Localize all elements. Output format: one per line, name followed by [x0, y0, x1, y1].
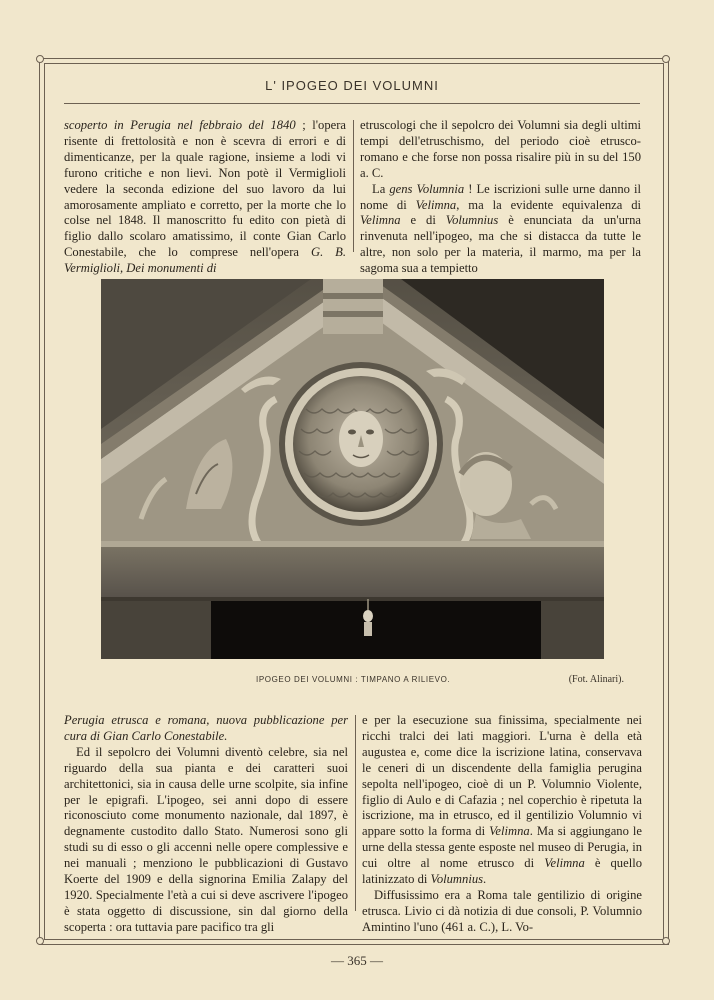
text-run: La: [372, 181, 390, 196]
column-divider: [353, 120, 354, 252]
text-run: ; l'opera risente di frettolosità e non è scevra di errori e di dimenticanze, per la quale ragione, insieme a lodi vi furono critiche e non lievi. Non potè il Vermiglioli vedere la seconda edizione del suo lavoro da lui amorosamente ampliato e corretto, per la morte che lo colse nel 1848. Il manoscritto fu edito con pietà di figlio dallo scolaro amatissimo, il conte Gian Carlo Conestabile, che lo comprese nell'opera: [64, 118, 347, 260]
paragraph: [64, 713, 348, 745]
text-run: e di: [400, 213, 446, 228]
paragraph: [360, 182, 641, 277]
italic-run: 1840: [270, 118, 296, 132]
paragraph: [64, 745, 348, 936]
column-divider: [355, 715, 356, 911]
italic-run: G. B. Vermiglioli, Dei monumenti di: [64, 245, 346, 276]
paragraph: [362, 888, 642, 936]
text-run: Ed il sepolcro dei Volumni diventò celebre, sia nel riguardo della sua pianta e dei caratteri suoi architettonici, sia in causa delle urne scolpite, sia infine per le epigrafi. L'ipogeo, sei anni dopo di essere riconosciuto come monumento nazionale, dal 1897, è degnamente custodito dallo Stato. Numerosi sono gli studi su di esso o gli accenni nelle opere complessive e nei manuali ; menziono le pubblicazioni di Gustavo Koerte del 1909 e della signorina Emilia Zalapy del 1920. Specialmente l'età a cui si deve ascrivere l'ipogeo è stata oggetto di discussione, sin dal giorno della scoperta : ora tuttavia pare pacifico tra gli: [64, 744, 348, 934]
italic-run: Velimna: [544, 856, 585, 871]
text-run: Diffusissimo era a Roma tale gentilizio di origine etrusca. Livio ci dà notizia di due consoli, P. Volumnio Amintino l'uno (461 a. C.), L. Vo-: [362, 887, 642, 934]
frame-corner-ornament: [662, 937, 670, 945]
text-run: . Ma si aggiungano le urne della stessa gente esposte nel museo di Perugia, in cui oltre al nome etrusco di: [362, 824, 643, 871]
text-run: etruscologi che il sepolcro dei Volumni sia degli ultimi tempi dell'etruschismo, del periodo cioè etrusco-romano e che forse non possa risalire più in su del 150 a. C.: [360, 118, 641, 180]
italic-run: Volumnius: [430, 872, 484, 887]
italic-run: Velimna: [360, 213, 401, 228]
text-run: ! Le iscrizioni sulle urne danno il nome di: [360, 181, 641, 212]
italic-run: Perugia etrusca e romana, nuova pubblicazione per cura di Gian Carlo Conestabile.: [64, 713, 348, 743]
text-run: , ma la evidente equivalenza di: [456, 197, 642, 212]
text-run: è quello latinizzato di: [362, 856, 642, 887]
page-number: — 365 —: [331, 953, 383, 968]
photo-credit: (Fot. Alinari).: [568, 674, 624, 685]
text-run: è enunciata da un'urna rinvenuta nell'ipogeo, ma che si distacca da tutte le altre, non solo per la materia, il marmo, ma per la sagoma sua a tempietto: [360, 213, 641, 276]
caption-title: IPOGEO DEI VOLUMNI : TIMPANO A RILIEVO.: [256, 675, 451, 684]
italic-run: Volumnius: [445, 213, 499, 228]
paragraph: [64, 118, 346, 277]
figure-caption: [101, 674, 624, 689]
italic-run: Velimna: [415, 197, 457, 212]
frame-corner-ornament: [36, 937, 44, 945]
running-head: L' IPOGEO DEI VOLUMNI: [265, 78, 439, 93]
text-column-top-left: [64, 118, 346, 277]
frame-corner-ornament: [662, 55, 670, 63]
text-column-bottom-left: [64, 713, 348, 936]
header-rule: [64, 103, 640, 104]
text-run: .: [483, 872, 487, 887]
italic-run: Velimna: [489, 824, 530, 839]
italic-run: scoperto in Perugia nel febbraio del: [64, 118, 271, 132]
frame-corner-ornament: [36, 55, 44, 63]
text-run: e per la esecuzione sua finissima, specialmente nei ricchi tralci dei lati maggiori. L'urna è della età augustea e, come dice la iscrizione latina, conservava le ceneri di un discendente della famiglia perugina sepolta nell'ipogeo, cioè di un P. Volumnio Violente, figlio di Aulo e di Cafazia ; nel coperchio è ripetuta la iscrizione, ma in etrusco, ed il gentilizio Volumnio vi appare sotto la forma di: [362, 713, 642, 839]
italic-run: gens Volumnia: [389, 181, 465, 196]
tympanum-relief-photo: [101, 279, 604, 659]
paragraph: [362, 713, 642, 888]
text-column-bottom-right: [362, 713, 642, 936]
paragraph: [360, 118, 641, 182]
text-column-top-right: [360, 118, 641, 277]
